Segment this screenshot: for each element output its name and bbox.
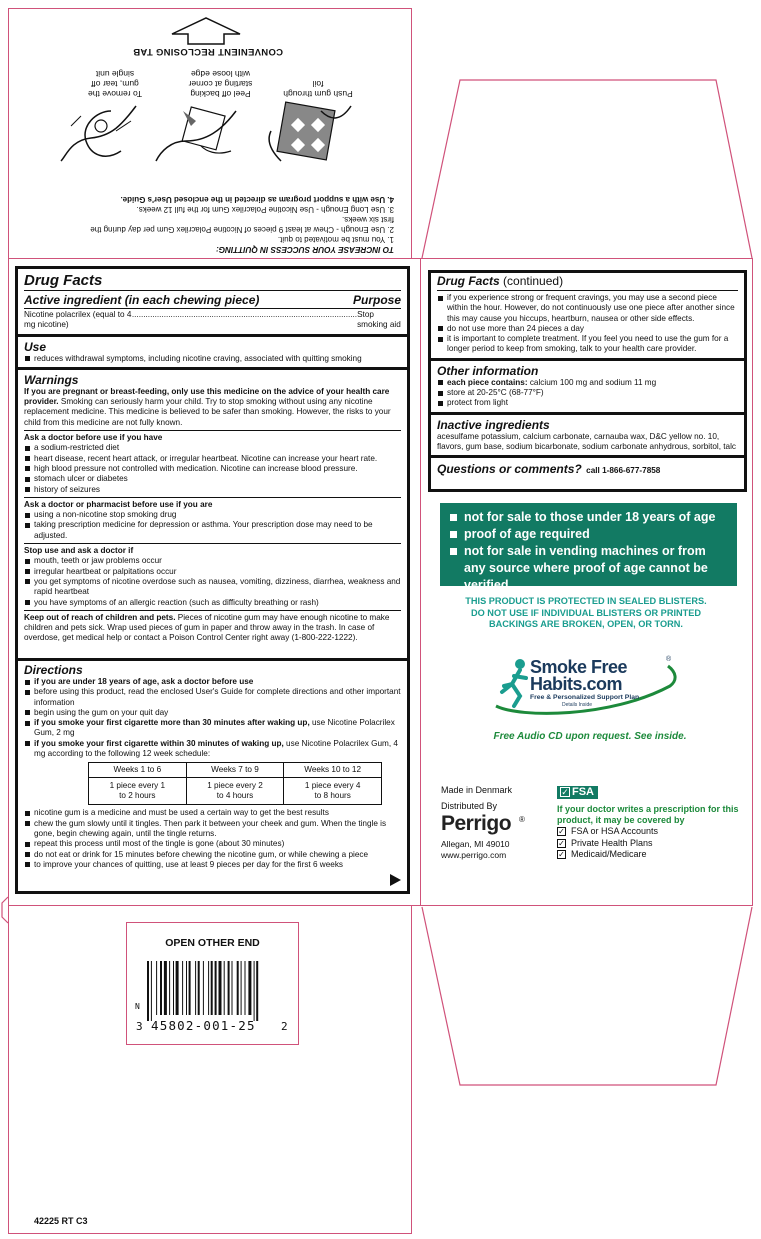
dieline-top-left [8, 8, 9, 258]
dieline-side-flap-bottom [420, 905, 761, 1095]
perrigo-registered: ® [519, 815, 525, 824]
barcode-lead: 3 [136, 1020, 143, 1033]
other-info-item: protect from light [437, 398, 738, 408]
directions-item: if you smoke your first cigarette more than 30 minutes after waking up, use Nicotine Polacrilex Gum, 2 mg [24, 718, 401, 739]
schedule-value: 1 piece every 4 to 8 hours [284, 778, 382, 805]
fsa-block [557, 782, 747, 861]
made-in: Made in Denmark [441, 785, 513, 795]
barcode-bar [164, 961, 167, 1015]
cont-item: do not use more than 24 pieces a day [437, 324, 738, 334]
age-item: not for sale to those under 18 years of age [450, 509, 727, 526]
dieline-side-flap-top [420, 70, 761, 260]
step-caption-2: Peel off backing starting at corner with loose edge [188, 69, 253, 99]
step-caption-3: To remove the gum, tear off single unit [88, 69, 142, 99]
gum-steps-icon [56, 96, 356, 166]
dieline-left-edge [8, 258, 9, 1233]
directions-heading: Directions [24, 663, 83, 677]
ask-doctor-item: high blood pressure not controlled with medication. Nicotine can increase blood pressure. [24, 464, 401, 474]
barcode-bar [237, 961, 239, 1015]
drug-facts-panel: Drug Facts Active ingredient (in each chewing piece) Purpose Nicotine polacrilex (equal to 4 mg nicotine) ................................................................................................... Stop smoking aid Use reduces withdrawal symptoms, including nicotine craving, associated with quitting smoking Warnings If you are pregnant or breast-feeding, only use this medicine on the advice of your health care provider. Smoking can seriously harm your child. Try to stop smoking without using any nicotine replacement medicine. This medicine is believed to be safer than smoking. However, the risks to your child from this medicine are not fully known. Ask a doctor before use if you have a sodium-restricted diet heart disease, recent heart attack, or irregular heartbeat. Nicotine can increase your heart rate. high blood pressure not controlled with medication. Nicotine can increase blood pressure. stomach ulcer or diabetes history of seizures Ask a doctor or pharmacist before use if you are using a non-nicotine stop smoking drug taking prescription medicine for depression or asthma. Your prescription dose may need to be adjusted. Stop use and ask a doctor if mouth, teeth or jaw problems occur irregular heartbeat or palpitations occur you get symptoms of nicotine overdose such as nausea, vomiting, dizziness, diarrhea, weakness and rapid heartbeat you have symptoms of an allergic reaction (such as difficulty breathing or rash) Keep out of reach of children and pets. Pieces of nicotine gum may have enough nicotine to make children and pets sick. Wrap used pieces of gum in paper and throw away in the trash. In case of overdose, get medical help or contact a Poison Control Center right away (1-800-222-1222). [15, 266, 410, 661]
drug-facts-title: Drug Facts [24, 272, 401, 291]
fsa-item: ✓ FSA or HSA Accounts [558, 826, 659, 836]
drug-facts-continued-panel [428, 270, 747, 492]
perrigo-logo: Perrigo [441, 812, 512, 835]
drug-facts-cont-title: Drug Facts [437, 274, 500, 288]
barcode-bar [156, 961, 157, 1015]
barcode-bar [173, 961, 174, 1015]
distributed-by: Distributed By [441, 801, 498, 811]
barcode-bar [215, 961, 217, 1015]
barcode-icon [147, 961, 287, 1023]
cont-item: it is important to complete treatment. If you feel you need to use the gum for a longer period to keep from smoking, talk to your health care provider. [437, 334, 738, 355]
distributor-city: Allegan, MI 49010 [441, 839, 510, 849]
dieline-bottom-edge [8, 1233, 412, 1234]
step-illustrations [56, 96, 356, 166]
schedule-header: Weeks 10 to 12 [284, 763, 382, 778]
schedule-header: Weeks 1 to 6 [89, 763, 187, 778]
ask-doctor-heading: Ask a doctor before use if you have [24, 433, 163, 443]
purpose-heading: Purpose [352, 293, 401, 307]
step-caption-1: Push gum through foil [283, 79, 353, 99]
use-heading: Use [24, 339, 47, 354]
logo-details: Details Inside [562, 702, 593, 708]
schedule-table [88, 762, 382, 805]
barcode-bar [203, 961, 204, 1015]
success-item-4: 4. Use with a support program as directed in the enclosed User's Guide. [120, 195, 394, 204]
warnings-heading: Warnings [24, 372, 79, 387]
barcode-bar [189, 961, 191, 1015]
barcode-bar [176, 961, 179, 1015]
dieline-top-edge [8, 8, 412, 9]
stop-use-item: you have symptoms of an allergic reaction (such as difficulty breathing or rash) [24, 598, 401, 608]
directions-more-item: nicotine gum is a medicine and must be used a certain way to get the best results [24, 808, 401, 818]
barcode-bar [224, 961, 225, 1015]
logo-tagline: Free & Personalized Support Plan [530, 694, 640, 701]
continue-arrow-icon [390, 874, 401, 886]
success-item-1: 1. You must be motivated to quit. [277, 235, 394, 244]
use-text: reduces withdrawal symptoms, including nicotine craving, associated with quitting smoking [24, 354, 401, 364]
directions-more-item: do not eat or drink for 15 minutes before chewing the nicotine gum, or while chewing a piece [24, 850, 401, 860]
other-info-heading: Other information [437, 363, 539, 378]
logo-line1: Smoke Free [530, 657, 628, 677]
barcode-bar [198, 961, 200, 1015]
directions-item: before using this product, read the enclosed User's Guide for complete directions and other important information [24, 687, 401, 708]
ask-doctor-item: heart disease, recent heart attack, or irregular heartbeat. Nicotine can increase your heart rate. [24, 454, 401, 464]
purpose-value: Stop smoking aid [357, 310, 401, 330]
ask-doctor-item: a sodium-restricted diet [24, 443, 401, 453]
barcode-bar [241, 961, 242, 1015]
inactive-heading: Inactive ingredients [437, 417, 550, 432]
open-other-end: OPEN OTHER END [165, 937, 260, 949]
check-icon: ✓ [561, 787, 569, 797]
warnings-text: If you are pregnant or breast-feeding, only use this medicine on the advice of your health care provider. Smoking can seriously harm your child. Try to stop smoking without using any nicotine replacement medicine. This medicine is believed to be safer than smoking. However, the risks to your child from this medicine are not fully known. [24, 386, 391, 427]
barcode-bar [195, 961, 196, 1015]
schedule-value: 1 piece every 2 to 4 hours [186, 778, 284, 805]
ask-doctor-item: stomach ulcer or diabetes [24, 474, 401, 484]
directions-panel [15, 658, 410, 894]
other-info-item: store at 20-25°C (68-77°F) [437, 388, 738, 398]
barcode-panel [126, 922, 299, 1045]
drug-facts-cont-suffix: (continued) [503, 274, 564, 288]
barcode-bar [232, 961, 233, 1015]
directions-more-item: to improve your chances of quitting, use at least 9 pieces per day for the first 6 weeks [24, 860, 401, 870]
distributor-block [441, 784, 551, 861]
arrow-up-icon [166, 16, 246, 46]
audio-cd-note: Free Audio CD upon request. See inside. [493, 731, 687, 742]
barcode-bar [219, 961, 222, 1015]
age-item: proof of age required [450, 526, 727, 543]
directions-more-item: repeat this process until most of the tingle is gone (about 30 minutes) [24, 839, 401, 849]
success-heading: TO INCREASE YOUR SUCCESS IN QUITTING: [215, 245, 394, 254]
ask-pharmacist-heading: Ask a doctor or pharmacist before use if you are [24, 499, 213, 509]
fsa-item: ✓ Medicaid/Medicare [558, 849, 647, 859]
cont-item: if you experience strong or frequent cravings, you may use a second piece within the hour. However, do not continuously use one piece after another since this may cause you hiccups, heartburn, nausea or other side effects. [437, 293, 738, 324]
dieline-right-edge [752, 258, 753, 906]
barcode-bar [169, 961, 170, 1015]
distributor-web: www.perrigo.com [441, 850, 507, 860]
barcode-bar [208, 961, 209, 1015]
barcode-bar [211, 961, 213, 1015]
checkbox-icon: ✓ [558, 827, 565, 836]
stop-use-heading: Stop use and ask a doctor if [24, 546, 134, 556]
ask-pharmacist-item: taking prescription medicine for depression or asthma. Your prescription dose may need to be adjusted. [24, 520, 401, 541]
other-info-item: each piece contains: calcium 100 mg and sodium 11 mg [437, 378, 738, 388]
stop-use-item: you get symptoms of nicotine overdose such as nausea, vomiting, dizziness, diarrhea, weakness and rapid heartbeat [24, 577, 401, 598]
logo-line2: Habits.com [530, 674, 623, 694]
age-item: not for sale in vending machines or from any source where proof of age cannot be verified [450, 543, 727, 594]
barcode-bar [254, 961, 255, 1021]
barcode-prefix: N [135, 1002, 140, 1011]
directions-item: begin using the gum on your quit day [24, 708, 401, 718]
schedule-value: 1 piece every 1 to 2 hours [89, 778, 187, 805]
schedule-header: Weeks 7 to 9 [186, 763, 284, 778]
barcode-bar [186, 961, 187, 1015]
fsa-item: ✓ Private Health Plans [558, 837, 653, 848]
active-ingredient-line: Nicotine polacrilex (equal to 4 mg nicotine) [24, 310, 132, 330]
directions-item: if you smoke your first cigarette within 30 minutes of waking up, use Nicotine Polacrilex Gum, 4 mg according to the following 12 week schedule: [24, 739, 401, 760]
package-code: 42225 RT C3 [34, 1216, 88, 1226]
barcode-digits: 45802-001-25 [151, 1018, 256, 1033]
stop-use-item: mouth, teeth or jaw problems occur [24, 556, 401, 566]
ask-doctor-item: history of seizures [24, 485, 401, 495]
barcode-bar [228, 961, 230, 1015]
logo-registered: ® [666, 656, 672, 663]
blister-notice: THIS PRODUCT IS PROTECTED IN SEALED BLISTERS. DO NOT USE IF INDIVIDUAL BLISTERS OR PRINTED BACKINGS ARE BROKEN, OPEN, OR TORN. [465, 596, 707, 629]
inactive-text: acesulfame potassium, calcium carbonate, carnauba wax, D&C yellow no. 10, flavors, gum base, sodium bicarbonate, sodium carbonate anhydrous, sorbitol, talc [437, 431, 737, 451]
barcode-bar [160, 961, 162, 1015]
barcode-check: 2 [281, 1020, 288, 1033]
fsa-badge: ✓ FSA [557, 786, 598, 799]
directions-more-item: chew the gum slowly until it tingles. Then park it between your cheek and gum. When the tingle is gone, begin chewing again, until the tingle returns. [24, 819, 401, 840]
stop-use-item: irregular heartbeat or palpitations occur [24, 567, 401, 577]
ask-pharmacist-item: using a non-nicotine stop smoking drug [24, 510, 401, 520]
barcode-bar [248, 961, 251, 1015]
top-flap [12, 10, 408, 254]
questions-heading: Questions or comments? [437, 462, 582, 477]
dieline-bottom-right [411, 905, 412, 1233]
barcode-bar [147, 961, 149, 1021]
success-item-3: 3. Use Long Enough - Use Nicotine Polacrilex Gum for the full 12 weeks. [136, 205, 394, 214]
reclosing-tab-label: CONVENIENT RECLOSING TAB [132, 46, 284, 57]
directions-item: if you are under 18 years of age, ask a doctor before use [24, 677, 401, 687]
active-ingredient-heading: Active ingredient (in each chewing piece) [24, 293, 260, 307]
barcode-bar [182, 961, 183, 1015]
barcode-bar [151, 961, 152, 1021]
questions-phone: call 1-866-677-7858 [586, 466, 661, 476]
success-item-2: 2. Use Enough - Chew at least 9 pieces of Nicotine Polacrilex Gum per day during the first six weeks. [90, 215, 394, 234]
checkbox-icon: ✓ [558, 838, 565, 848]
smoke-free-habits-logo [490, 656, 690, 716]
barcode-bar [256, 961, 258, 1021]
dieline-bottom-left-notch [0, 895, 20, 925]
dieline-middle [420, 258, 421, 906]
barcode-bar [245, 961, 246, 1015]
checkbox-icon: ✓ [558, 850, 565, 859]
fsa-heading: If your doctor writes a prescription for this product, it may be covered by [557, 804, 739, 825]
keep-out-of-reach: Keep out of reach of children and pets. Pieces of nicotine gum may have enough nicotine to make children and pets sick. Wrap used pieces of gum in paper and throw away in the trash. In case of overdose, get medical help or contact a Poison Control Center right away (1-800-222-1222). [24, 612, 390, 643]
age-restriction-box [440, 503, 737, 592]
dieline-top-right [411, 8, 412, 258]
